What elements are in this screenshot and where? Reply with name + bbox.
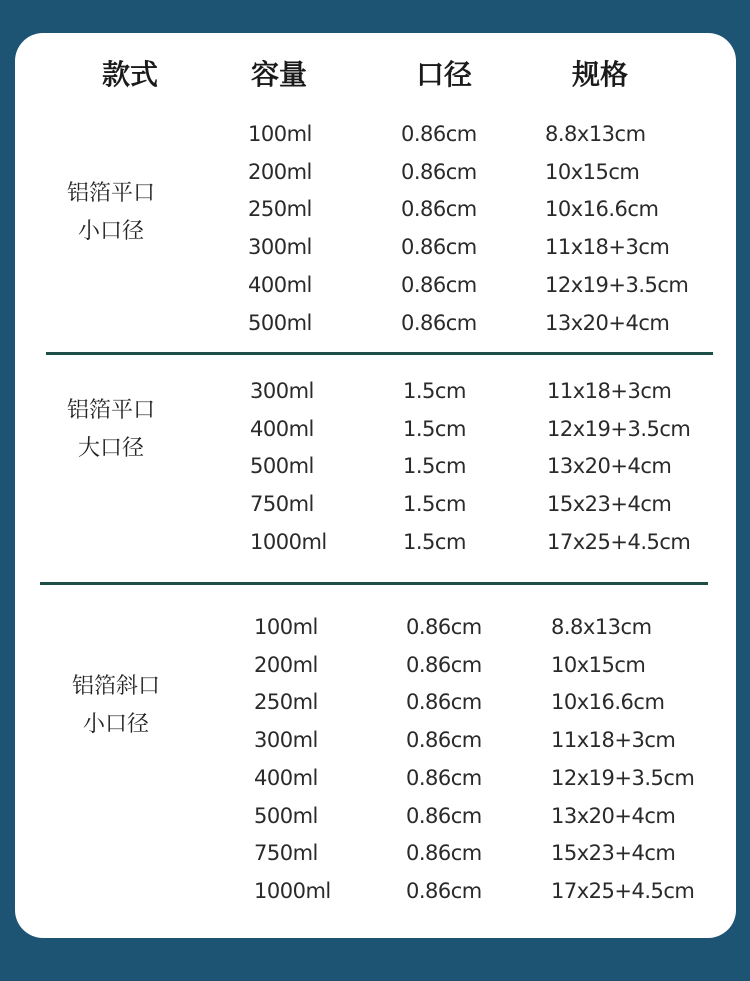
capacity-cell: 400ml [254, 765, 318, 790]
size-cell: 15x23+4cm [547, 492, 672, 517]
size-cell: 10x15cm [551, 652, 646, 677]
table-row [0, 834, 750, 872]
capacity-cell: 300ml [254, 728, 318, 753]
style-label-line: 小口径 [77, 219, 144, 244]
capacity-cell: 200ml [248, 159, 312, 184]
table-row [0, 485, 750, 523]
style-label-line: 大口径 [77, 436, 144, 461]
diameter-cell: 1.5cm [403, 492, 466, 517]
diameter-cell: 0.86cm [401, 235, 477, 260]
diameter-cell: 0.86cm [406, 615, 482, 639]
header-capacity: 容量 [250, 58, 307, 91]
diameter-cell: 0.86cm [401, 197, 477, 222]
diameter-cell: 1.5cm [403, 416, 466, 441]
table-row [0, 872, 750, 910]
table-row [0, 266, 750, 304]
group-divider [40, 582, 708, 585]
diameter-cell: 0.86cm [406, 841, 482, 866]
size-cell: 12x19+3.5cm [551, 765, 695, 790]
capacity-cell: 750ml [250, 492, 314, 517]
header-size: 规格 [571, 58, 628, 91]
style-label-line: 铝箔平口 [66, 398, 155, 423]
table-row [0, 721, 750, 759]
size-cell: 10x15cm [545, 159, 640, 184]
style-label-line: 铝箔平口 [66, 181, 155, 206]
capacity-cell: 1000ml [254, 878, 331, 903]
size-cell: 11x18+3cm [545, 235, 670, 260]
diameter-cell: 1.5cm [403, 529, 466, 554]
table-row [0, 410, 750, 448]
size-cell: 17x25+4.5cm [547, 529, 691, 554]
style-label-line: 小口径 [82, 712, 149, 737]
capacity-cell: 300ml [248, 235, 312, 260]
capacity-cell: 300ml [250, 379, 314, 403]
diameter-cell: 1.5cm [403, 379, 466, 403]
size-cell: 17x25+4.5cm [551, 878, 695, 903]
diameter-cell: 0.86cm [406, 690, 482, 715]
table-row [0, 523, 750, 561]
capacity-cell: 500ml [254, 803, 318, 828]
diameter-cell: 1.5cm [403, 454, 466, 479]
size-cell: 15x23+4cm [551, 841, 676, 866]
diameter-cell: 0.86cm [406, 803, 482, 828]
capacity-cell: 400ml [248, 272, 312, 297]
capacity-cell: 100ml [254, 615, 318, 639]
table-row [0, 608, 750, 646]
table-row [0, 153, 750, 191]
diameter-cell: 0.86cm [406, 765, 482, 790]
size-cell: 8.8x13cm [551, 615, 652, 639]
capacity-cell: 200ml [254, 652, 318, 677]
size-cell: 12x19+3.5cm [545, 272, 689, 297]
capacity-cell: 500ml [248, 310, 312, 335]
capacity-cell: 250ml [254, 690, 318, 715]
table-row [0, 228, 750, 266]
diameter-cell: 0.86cm [406, 728, 482, 753]
diameter-cell: 0.86cm [401, 272, 477, 297]
size-cell: 8.8x13cm [545, 122, 646, 146]
size-cell: 13x20+4cm [551, 803, 676, 828]
diameter-cell: 0.86cm [401, 122, 477, 146]
table-row [0, 115, 750, 153]
diameter-cell: 0.86cm [406, 878, 482, 903]
capacity-cell: 100ml [248, 122, 312, 146]
capacity-cell: 400ml [250, 416, 314, 441]
header-diameter: 口径 [415, 58, 472, 91]
style-label-line: 铝箔斜口 [71, 674, 160, 699]
size-cell: 11x18+3cm [551, 728, 676, 753]
size-cell: 13x20+4cm [545, 310, 670, 335]
diameter-cell: 0.86cm [406, 652, 482, 677]
table-row [0, 646, 750, 684]
table-row [0, 372, 750, 410]
capacity-cell: 1000ml [250, 529, 327, 554]
capacity-cell: 250ml [248, 197, 312, 222]
header-style: 款式 [101, 58, 158, 91]
table-row [0, 683, 750, 721]
table-row [0, 447, 750, 485]
capacity-cell: 500ml [250, 454, 314, 479]
table-row [0, 190, 750, 228]
capacity-cell: 750ml [254, 841, 318, 866]
table-row [0, 759, 750, 797]
size-cell: 11x18+3cm [547, 379, 672, 403]
diameter-cell: 0.86cm [401, 159, 477, 184]
size-cell: 10x16.6cm [545, 197, 659, 222]
size-cell: 10x16.6cm [551, 690, 665, 715]
diameter-cell: 0.86cm [401, 310, 477, 335]
group-divider [46, 352, 713, 355]
table-row [0, 797, 750, 835]
size-cell: 13x20+4cm [547, 454, 672, 479]
table-row [0, 304, 750, 342]
size-cell: 12x19+3.5cm [547, 416, 691, 441]
